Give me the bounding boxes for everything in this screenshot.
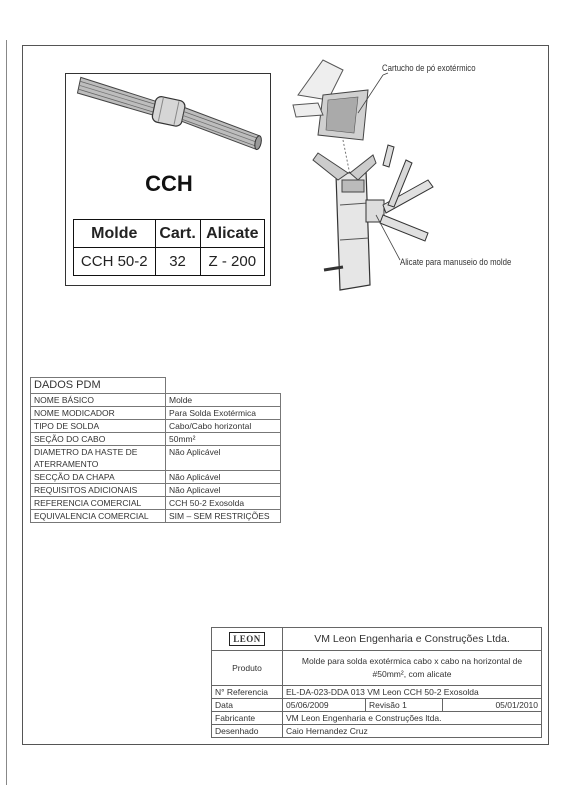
product-table-row <box>74 248 265 276</box>
pdm-row <box>31 471 281 484</box>
pdm-key: TIPO DE SOLDA <box>31 420 166 433</box>
mold-illustration <box>288 55 513 295</box>
product-box <box>65 73 271 286</box>
value-alicate: Z - 200 <box>200 248 264 276</box>
pdm-key: NOME BÁSICO <box>31 394 166 407</box>
ref-value: EL-DA-023-DDA 013 VM Leon CCH 50-2 Exosolda <box>283 686 542 699</box>
pdm-key: REFERENCIA COMERCIAL <box>31 497 166 510</box>
value-molde: CCH 50-2 <box>74 248 156 276</box>
pdm-value: Não Aplicavel <box>166 484 281 497</box>
pdm-row <box>31 484 281 497</box>
pdm-key: EQUIVALENCIA COMERCIAL <box>31 510 166 523</box>
product-table-header <box>74 220 265 248</box>
pdm-row <box>31 407 281 420</box>
value-cart: 32 <box>155 248 200 276</box>
leon-logo: LEON <box>229 632 265 646</box>
pdm-key: DIAMETRO DA HASTE DE ATERRAMENTO <box>31 446 166 471</box>
desenhado-label: Desenhado <box>212 725 283 738</box>
title-block <box>211 627 542 738</box>
pdm-value: 50mm² <box>166 433 281 446</box>
desenhado-value: Caio Hernandez Cruz <box>283 725 542 738</box>
callout-cartridge: Cartucho de pó exotérmico <box>382 63 476 74</box>
pdm-value: SIM – SEM RESTRIÇÕES <box>166 510 281 523</box>
pdm-title-blank <box>166 378 281 394</box>
pdm-title: DADOS PDM <box>31 378 166 394</box>
ref-label: N° Referencia <box>212 686 283 699</box>
pdm-row <box>31 433 281 446</box>
pdm-value: CCH 50-2 Exosolda <box>166 497 281 510</box>
pdm-value: Para Solda Exotérmica <box>166 407 281 420</box>
pdm-row <box>31 497 281 510</box>
data-value: 05/06/2009 <box>283 699 366 712</box>
pdm-data-table <box>30 377 281 523</box>
pdm-key: NOME MODICADOR <box>31 407 166 420</box>
header-alicate: Alicate <box>200 220 264 248</box>
company-name: VM Leon Engenharia e Construções Ltda. <box>283 628 542 651</box>
pdm-value: Molde <box>166 394 281 407</box>
revisao-date: 05/01/2010 <box>443 699 542 712</box>
product-table <box>73 219 265 276</box>
pdm-value: Não Aplicável <box>166 446 281 471</box>
pdm-row <box>31 394 281 407</box>
pdm-row <box>31 510 281 523</box>
fabricante-label: Fabricante <box>212 712 283 725</box>
fabricante-value: VM Leon Engenharia e Construções ltda. <box>283 712 542 725</box>
company-logo <box>212 628 283 651</box>
revisao-label: Revisão 1 <box>366 699 443 712</box>
pdm-key: SECÇÃO DA CHAPA <box>31 471 166 484</box>
callout-pliers: Alicate para manuseio do molde <box>400 257 512 268</box>
pdm-value: Não Aplicável <box>166 471 281 484</box>
pdm-value: Cabo/Cabo horizontal <box>166 420 281 433</box>
produto-label: Produto <box>212 651 283 686</box>
product-title: CCH <box>145 171 193 196</box>
pdm-row <box>31 420 281 433</box>
pdm-key: SEÇÃO DO CABO <box>31 433 166 446</box>
pdm-row <box>31 446 281 471</box>
produto-value: Molde para solda exotérmica cabo x cabo na horizontal de #50mm², com alicate <box>283 651 542 686</box>
page-left-rule <box>6 40 7 785</box>
pdm-key: REQUISITOS ADICIONAIS <box>31 484 166 497</box>
header-molde: Molde <box>74 220 156 248</box>
cable-connector-image <box>66 74 272 169</box>
header-cart: Cart. <box>155 220 200 248</box>
data-label: Data <box>212 699 283 712</box>
